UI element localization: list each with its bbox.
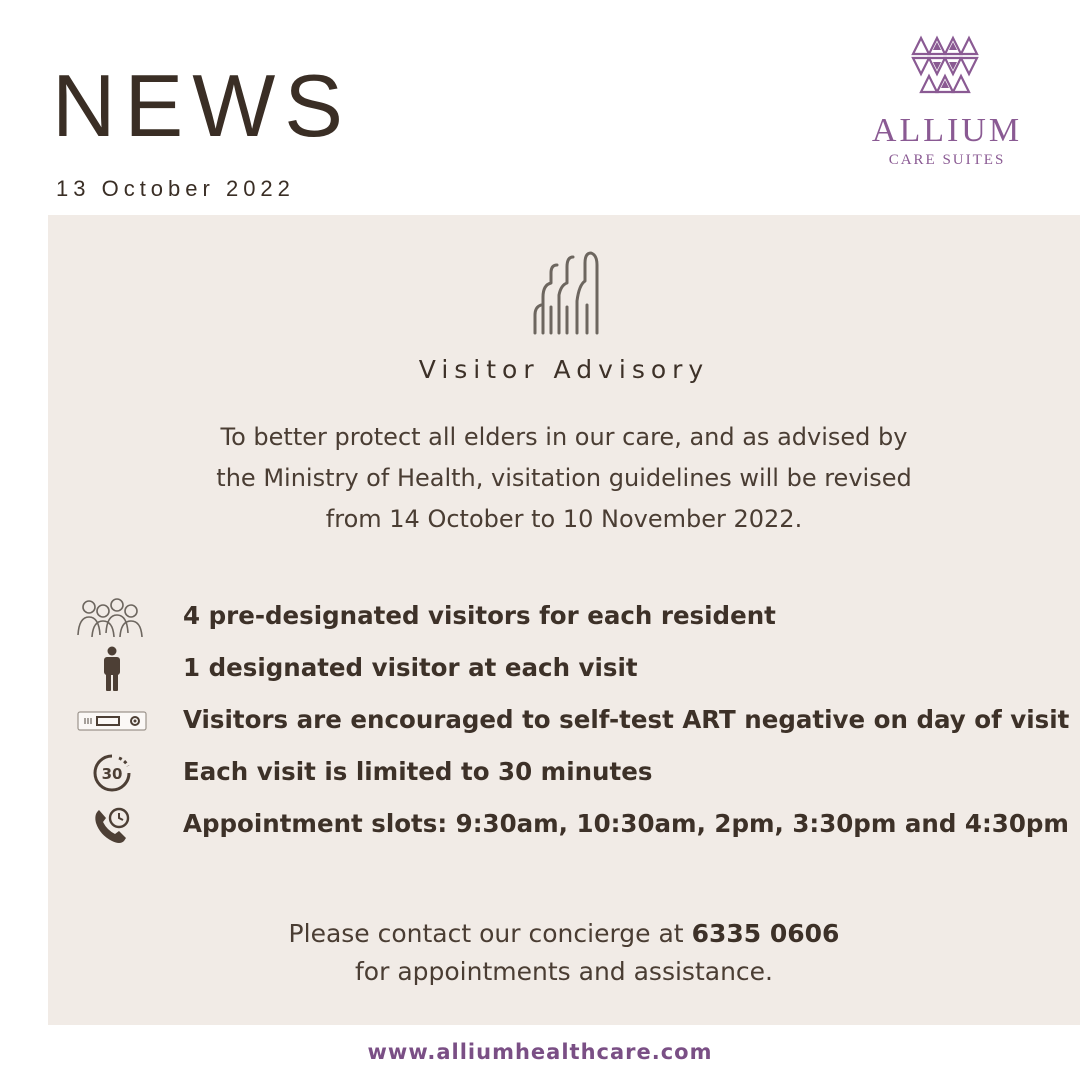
rule-text: 4 pre-designated visitors for each resident xyxy=(183,601,776,630)
family-icon xyxy=(533,245,603,337)
contact-prefix: Please contact our concierge at xyxy=(288,919,684,948)
contact-line-2: for appointments and assistance. xyxy=(355,957,773,986)
single-person-icon xyxy=(74,647,150,691)
news-title: NEWS xyxy=(52,56,352,155)
rule-text: Visitors are encouraged to self-test ART negative on day of visit xyxy=(183,705,1070,734)
phone-clock-icon xyxy=(74,803,150,847)
rule-item xyxy=(48,803,1080,853)
rule-text: Each visit is limited to 30 minutes xyxy=(183,757,653,786)
advisory-panel xyxy=(48,215,1080,1025)
concierge-phone[interactable]: 6335 0606 xyxy=(691,919,840,948)
contact-line-1 xyxy=(48,915,1080,953)
rule-text: Appointment slots: 9:30am, 10:30am, 2pm, 3:30pm and 4:30pm xyxy=(183,809,1069,838)
logo-subtitle: CARE SUITES xyxy=(888,152,1006,168)
rule-item xyxy=(48,647,1080,697)
news-date: 13 October 2022 xyxy=(56,176,295,201)
website-link[interactable]: www.alliumhealthcare.com xyxy=(367,1040,713,1064)
advisory-title: Visitor Advisory xyxy=(418,355,710,384)
art-test-kit-icon xyxy=(74,699,150,743)
rule-item xyxy=(48,699,1080,749)
flower-lattice-icon xyxy=(907,30,987,100)
advisory-intro: To better protect all elders in our care, and as advised by the Ministry of Health, visitation guidelines will be revised from 14 October to 10 November 2022. xyxy=(216,423,912,533)
rule-text: 1 designated visitor at each visit xyxy=(183,653,638,682)
svg-text:30: 30 xyxy=(101,765,123,783)
rule-item xyxy=(48,751,1080,801)
thirty-minute-timer-icon xyxy=(74,751,150,795)
group-of-people-icon xyxy=(74,595,150,639)
rule-item xyxy=(48,595,1080,645)
logo-name: ALLIUM xyxy=(871,112,1023,149)
contact-block xyxy=(48,915,1080,991)
allium-logo xyxy=(862,30,1032,180)
